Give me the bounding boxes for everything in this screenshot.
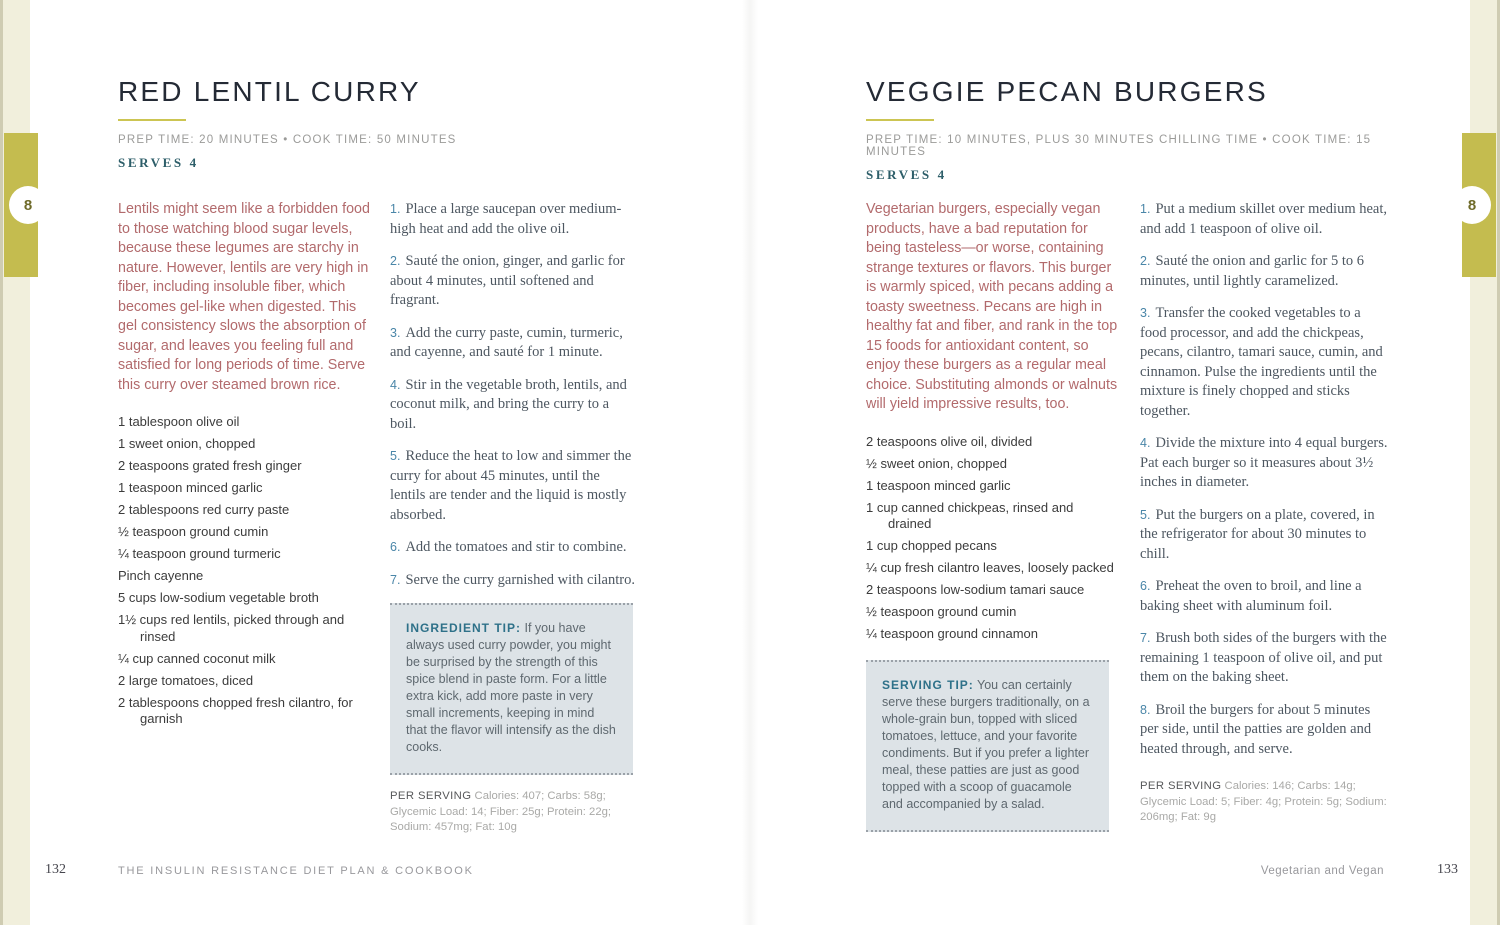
ingredient-item: ½ sweet onion, chopped bbox=[866, 455, 1007, 471]
per-serving-values: Calories: 146; Carbs: 14g; Glycemic Load: 5; Fiber: 4g; Protein: 5g; Sodium: 206mg; Fat: 9g bbox=[1140, 780, 1387, 823]
chapter-tab-left bbox=[4, 133, 38, 277]
step-number: 7. bbox=[390, 572, 401, 587]
tip-text: If you have always used curry powder, you might be surprised by the strength of this spice blend in paste form. For a little extra kick, add more paste in very small increments, keeping in mind that the flavor will intensify as the dish cooks. bbox=[406, 621, 616, 754]
ingredient-item: 2 teaspoons grated fresh ginger bbox=[118, 458, 302, 473]
ingredient-item: 1 cup canned chickpeas, rinsed and drained bbox=[866, 499, 1074, 531]
instruction-step bbox=[1140, 304, 1390, 421]
prep-cook-time: PREP TIME: 20 MINUTES • COOK TIME: 50 MINUTES bbox=[118, 134, 457, 146]
instruction-step bbox=[1140, 701, 1390, 760]
footer-book-title: THE INSULIN RESISTANCE DIET PLAN & COOKBOOK bbox=[118, 865, 474, 877]
ingredient-item: 1 teaspoon minced garlic bbox=[866, 477, 1011, 493]
ingredient-item: 1 sweet onion, chopped bbox=[118, 436, 256, 451]
instruction-step bbox=[1140, 434, 1390, 493]
ingredient-item: 2 teaspoons low-sodium tamari sauce bbox=[866, 582, 1085, 597]
instruction-step bbox=[1140, 506, 1390, 565]
step-text: Reduce the heat to low and simmer the curry for about 45 minutes, until the lentils are tender and the liquid is mostly absorbed. bbox=[390, 448, 632, 523]
instruction-step bbox=[390, 571, 636, 591]
ingredient-item: 1 tablespoon olive oil bbox=[118, 414, 240, 429]
instruction-step bbox=[390, 447, 636, 525]
right-recipe-intro-ingredients-column bbox=[866, 200, 1118, 832]
ingredient-item: ¼ teaspoon ground cinnamon bbox=[866, 626, 1039, 641]
step-text: Broil the burgers for about 5 minutes per side, until the patties are golden and heated through, and serve. bbox=[1140, 701, 1372, 757]
per-serving-label: PER SERVING bbox=[390, 790, 472, 802]
per-serving-values: Calories: 407; Carbs: 58g; Glycemic Load: 14; Fiber: 25g; Protein: 22g; Sodium: 457mg; Fat: 10g bbox=[390, 790, 612, 833]
instruction-step bbox=[390, 252, 636, 311]
step-text: Transfer the cooked vegetables to a food processor, and add the chickpeas, pecans, cilantro, tamari sauce, cumin, and cinnamon. Pulse the ingredients until the mixture is finely chopped and sticks together. bbox=[1140, 305, 1383, 419]
ingredient-item: ½ teaspoon ground cumin bbox=[866, 604, 1017, 619]
title-underline bbox=[866, 119, 934, 121]
step-number: 2. bbox=[390, 254, 401, 268]
step-number: 6. bbox=[1140, 579, 1151, 593]
serving-tip-box bbox=[866, 660, 1109, 832]
ingredients-list bbox=[118, 414, 376, 728]
ingredient-item: ¼ cup canned coconut milk bbox=[118, 650, 276, 666]
step-number: 1. bbox=[390, 202, 401, 216]
serves-label: SERVES 4 bbox=[866, 167, 947, 182]
prep-cook-time: PREP TIME: 10 MINUTES, PLUS 30 MINUTES CHILLING TIME • COOK TIME: 15 MINUTES bbox=[866, 134, 1372, 158]
instruction-step bbox=[390, 324, 636, 363]
step-text: Add the curry paste, cumin, turmeric, and cayenne, and sauté for 1 minute. bbox=[390, 324, 623, 360]
right-recipe-header bbox=[866, 76, 1426, 183]
instruction-step bbox=[390, 538, 636, 558]
recipe-title: VEGGIE PECAN BURGERS bbox=[866, 76, 1268, 107]
ingredient-item: 1 teaspoon minced garlic bbox=[118, 480, 263, 495]
step-number: 7. bbox=[1140, 631, 1151, 645]
ingredient-item: 1½ cups red lentils, picked through and rinsed bbox=[118, 612, 345, 644]
left-page-number: 132 bbox=[45, 862, 66, 877]
tip-text: You can certainly serve these burgers traditionally, on a whole-grain bun, topped with sliced tomatoes, lettuce, and your favorite condiments. But if you prefer a lighter meal, these patties are just as good topped with a scoop of guacamole and accompanied by a salad. bbox=[882, 677, 1090, 811]
step-number: 1. bbox=[1140, 202, 1151, 216]
step-number: 8. bbox=[1140, 702, 1151, 717]
tip-label: SERVING TIP: bbox=[882, 677, 974, 692]
step-number: 4. bbox=[1140, 436, 1151, 450]
step-text: Put a medium skillet over medium heat, and add 1 teaspoon of olive oil. bbox=[1140, 201, 1387, 237]
step-text: Divide the mixture into 4 equal burgers. Pat each burger so it measures about 3½ inches in diameter. bbox=[1140, 435, 1388, 490]
title-underline bbox=[118, 119, 186, 121]
chapter-tab-right bbox=[1462, 133, 1496, 277]
ingredient-item: 2 teaspoons olive oil, divided bbox=[866, 433, 1033, 449]
instructions-list bbox=[1140, 200, 1390, 759]
instruction-step bbox=[1140, 200, 1390, 239]
ingredient-item: Pinch cayenne bbox=[118, 568, 204, 583]
recipe-title: RED LENTIL CURRY bbox=[118, 76, 421, 107]
chapter-number-badge bbox=[9, 186, 47, 224]
step-text: Sauté the onion and garlic for 5 to 6 minutes, until lightly caramelized. bbox=[1140, 253, 1365, 289]
ingredient-item: ¼ teaspoon ground turmeric bbox=[118, 546, 281, 561]
chapter-number: 8 bbox=[23, 196, 33, 214]
step-text: Put the burgers on a plate, covered, in the refrigerator for about 30 minutes to chill. bbox=[1140, 506, 1375, 562]
step-text: Sauté the onion, ginger, and garlic for about 4 minutes, until softened and fragrant. bbox=[390, 253, 625, 308]
step-text: Stir in the vegetable broth, lentils, and coconut milk, and bring the curry to a boil. bbox=[390, 376, 627, 432]
right-recipe-instructions-column bbox=[1140, 200, 1390, 826]
instruction-step bbox=[390, 200, 636, 239]
per-serving-info bbox=[390, 789, 640, 836]
footer-chapter-title: Vegetarian and Vegan bbox=[1260, 865, 1384, 877]
step-text: Place a large saucepan over medium-high heat and add the olive oil. bbox=[390, 201, 622, 237]
step-text: Brush both sides of the burgers with the remaining 1 teaspoon of olive oil, and put them on the baking sheet. bbox=[1140, 630, 1387, 685]
step-number: 2. bbox=[1140, 254, 1151, 268]
per-serving-label: PER SERVING bbox=[1140, 780, 1222, 792]
ingredient-item: ¼ cup fresh cilantro leaves, loosely packed bbox=[866, 560, 1114, 575]
serves-label: SERVES 4 bbox=[118, 155, 199, 170]
ingredient-item: 2 large tomatoes, diced bbox=[118, 672, 254, 688]
recipe-intro: Lentils might seem like a forbidden food to those watching blood sugar levels, because these legumes are starchy in nature. However, lentils are very high in fiber, including insoluble fiber, which becomes gel-like when digested. This gel consistency slows the absorption of sugar, and leaves you feeling full and satisfied for long periods of time. Serve this curry over steamed brown rice. bbox=[118, 201, 370, 393]
page-gutter bbox=[742, 0, 758, 925]
instruction-step bbox=[1140, 577, 1390, 616]
step-number: 3. bbox=[390, 325, 401, 340]
per-serving-info bbox=[1140, 779, 1390, 826]
ingredient-item: 1 cup chopped pecans bbox=[866, 538, 997, 553]
ingredients-list bbox=[866, 434, 1118, 643]
recipe-intro: Vegetarian burgers, especially vegan products, have a bad reputation for being tasteless—or worse, containing strange textures or flavors. This burger is warmly spiced, with pecans adding a toasty sweetness. Pecans are high in healthy fat and fiber, and rank in the top 15 foods for antioxidant content, so enjoy these burgers as a regular meal choice. Substituting almonds or walnuts will yield impressive results, too. bbox=[866, 201, 1118, 412]
step-number: 3. bbox=[1140, 306, 1151, 320]
left-recipe-instructions-column bbox=[390, 200, 636, 836]
step-number: 4. bbox=[390, 377, 401, 392]
tip-label: INGREDIENT TIP: bbox=[406, 621, 522, 635]
ingredient-item: ½ teaspoon ground cumin bbox=[118, 524, 269, 539]
ingredient-tip-box bbox=[390, 603, 633, 775]
ingredient-item: 5 cups low-sodium vegetable broth bbox=[118, 590, 319, 605]
instruction-step bbox=[1140, 629, 1390, 688]
chapter-number: 8 bbox=[1467, 196, 1477, 214]
instructions-list bbox=[390, 200, 636, 590]
ingredient-item: 2 tablespoons red curry paste bbox=[118, 502, 290, 517]
step-number: 5. bbox=[390, 449, 401, 463]
step-number: 5. bbox=[1140, 507, 1151, 522]
instruction-step bbox=[390, 376, 636, 435]
right-page-number: 133 bbox=[1437, 862, 1458, 877]
left-recipe-header bbox=[118, 76, 678, 171]
step-number: 6. bbox=[390, 540, 401, 554]
ingredient-item: 2 tablespoons chopped fresh cilantro, for garnish bbox=[118, 694, 353, 726]
step-text: Preheat the oven to broil, and line a baking sheet with aluminum foil. bbox=[1140, 578, 1362, 614]
chapter-number-badge bbox=[1453, 186, 1491, 224]
step-text: Add the tomatoes and stir to combine. bbox=[405, 539, 627, 555]
step-text: Serve the curry garnished with cilantro. bbox=[405, 571, 635, 588]
instruction-step bbox=[1140, 252, 1390, 291]
left-recipe-intro-ingredients-column bbox=[118, 200, 376, 733]
